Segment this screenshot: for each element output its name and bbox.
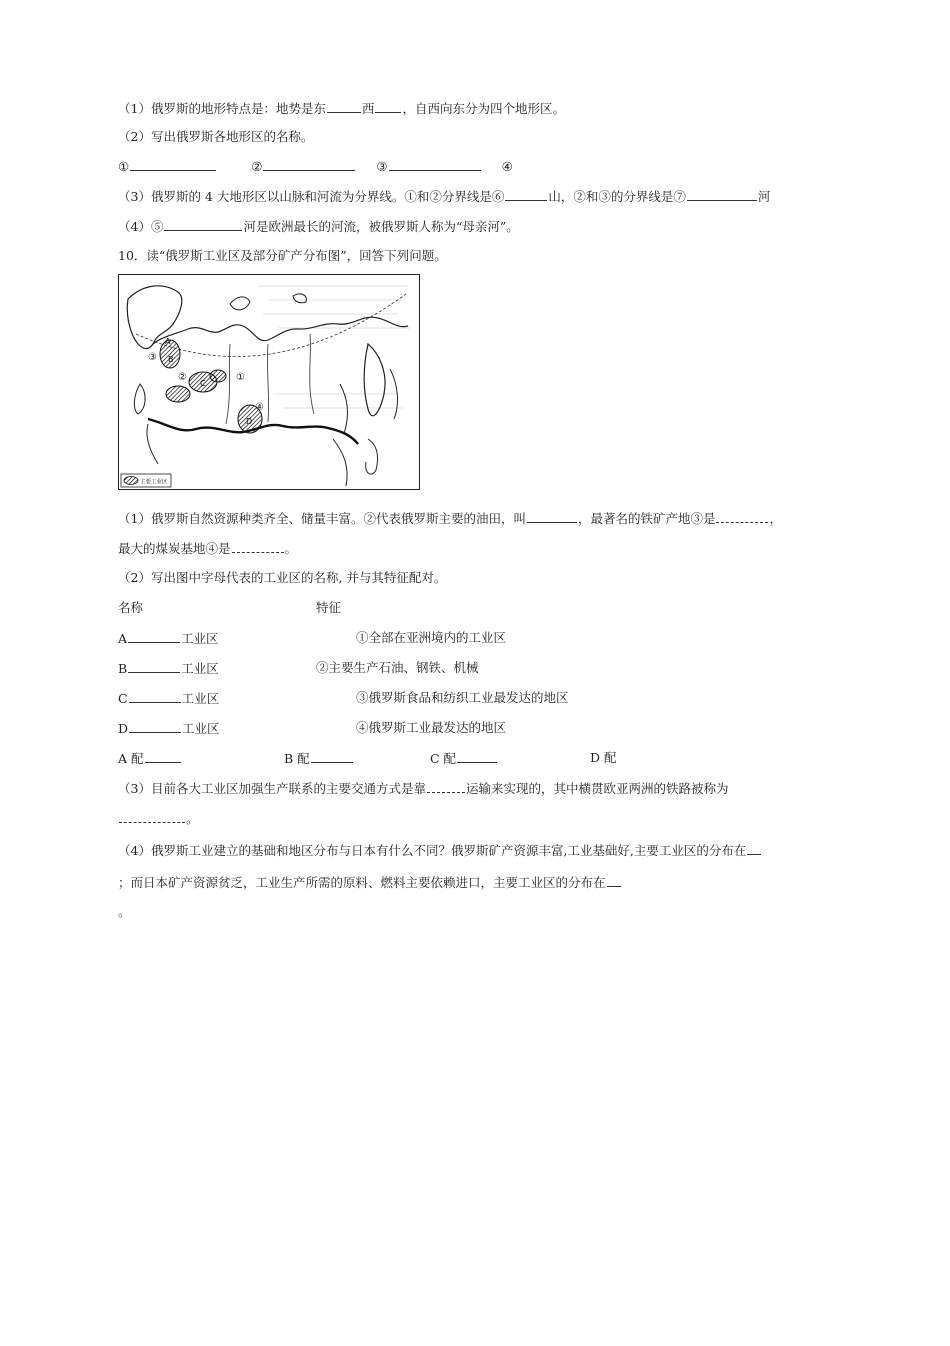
q1-part4-text-a: （4）⑤: [118, 219, 164, 234]
row-letter: B: [118, 661, 128, 676]
blank[interactable]: [311, 750, 353, 763]
blank[interactable]: [747, 842, 761, 855]
q10-part2: （2）写出图中字母代表的工业区的名称, 并与其特征配对。: [118, 570, 447, 585]
match-label: A 配: [118, 751, 144, 766]
blank[interactable]: [119, 810, 185, 823]
blank[interactable]: [129, 720, 181, 733]
q10-part4-line3: [118, 904, 131, 920]
blank[interactable]: [687, 188, 757, 201]
q10-part4-line1: [118, 842, 762, 859]
q10-part1-text-a: （1）俄罗斯自然资源种类齐全、储量丰富。②代表俄罗斯主要的油田，叫: [118, 511, 526, 526]
map-label-1: ①: [236, 372, 245, 383]
row-b-feature: ②主要生产石油、钢铁、机械: [316, 660, 479, 675]
q1-part1-text-a: （1）俄罗斯的地形特点是：地势是东: [118, 101, 326, 116]
q1-part4-text-b: 河是欧洲最长的河流，被俄罗斯人称为“母亲河”。: [243, 219, 519, 234]
q10-part1-line2: [118, 540, 297, 557]
q10-part3-text-a: （3）目前各大工业区加强生产联系的主要交通方式是靠: [118, 781, 426, 796]
q1-part3-text-a: （3）俄罗斯的 4 大地形区以山脉和河流为分界线。①和②分界线是⑥: [118, 189, 505, 204]
q1-part1-text-b: 西: [361, 101, 375, 116]
table-header-feature: 特征: [316, 600, 342, 615]
q10-part4-line2: [118, 874, 622, 891]
map-label-a: A: [165, 337, 171, 346]
item-2-label: ②: [251, 159, 263, 174]
blank[interactable]: [164, 218, 242, 231]
row-suffix: 工业区: [182, 721, 220, 736]
map-label-b: B: [168, 355, 174, 364]
table-header-name: 名称: [118, 600, 144, 615]
item-4-label: ④: [501, 159, 513, 174]
map-label-2: ②: [178, 372, 187, 383]
blank[interactable]: [427, 780, 465, 793]
blank[interactable]: [145, 750, 181, 763]
blank[interactable]: [505, 188, 547, 201]
match-label: C 配: [430, 751, 457, 766]
blank[interactable]: [389, 158, 481, 171]
row-d-feature: ④俄罗斯工业最发达的地区: [356, 720, 507, 735]
russia-map: [118, 274, 420, 490]
blank[interactable]: [129, 690, 181, 703]
match-b: [284, 750, 354, 767]
row-suffix: 工业区: [181, 691, 220, 706]
russia-map-figure: [118, 274, 420, 490]
q1-part2-blanks: [118, 158, 513, 175]
q10-part3-line1: [118, 780, 728, 797]
match-d: [590, 750, 617, 766]
q10-part4-text-b: ；而日本矿产资源贫乏，工业生产所需的原料、燃料主要依赖进口，主要工业区的分布在: [118, 875, 606, 890]
map-label-3: ③: [148, 352, 157, 363]
blank[interactable]: [607, 874, 621, 887]
row-suffix: 工业区: [181, 631, 219, 646]
row-suffix: 工业区: [181, 661, 219, 676]
blank[interactable]: [527, 510, 577, 523]
blank[interactable]: [327, 100, 361, 113]
match-a: [118, 750, 182, 767]
match-c: [430, 750, 498, 767]
q10-part3-text-c: 。: [186, 811, 199, 826]
q10-part1-text-c: ，: [769, 511, 782, 526]
blank[interactable]: [232, 540, 284, 553]
q1-part4: [118, 218, 519, 235]
row-letter: D: [118, 721, 129, 736]
q10-title: 10．读“俄罗斯工业区及部分矿产分布图”，回答下列问题。: [118, 248, 447, 263]
q10-part1-text-e: 。: [284, 541, 298, 556]
q1-part3-text-b: 山，②和③的分界线是⑦: [548, 189, 686, 204]
q10-part1-text-d: 最大的煤炭基地④是: [118, 541, 231, 556]
legend-swatch: [124, 477, 138, 485]
legend-label: 主要工业区: [140, 479, 168, 486]
q10-part4-text-a: （4）俄罗斯工业建立的基础和地区分布与日本有什么不同？俄罗斯矿产资源丰富,工业基础好,主要工业区的分布在: [118, 843, 747, 858]
item-1-label: ①: [118, 159, 130, 174]
q1-part1: [118, 100, 565, 117]
row-a-name: [118, 630, 219, 647]
q1-part2: （2）写出俄罗斯各地形区的名称。: [118, 129, 314, 144]
q10-part3-line2: [118, 810, 199, 827]
row-a-feature: ①全部在亚洲境内的工业区: [356, 630, 507, 645]
blank[interactable]: [375, 100, 401, 113]
row-letter: A: [118, 631, 128, 646]
blank[interactable]: [128, 630, 180, 643]
blank[interactable]: [128, 660, 180, 673]
row-c-name: [118, 690, 219, 707]
row-c-feature: ③俄罗斯食品和纺织工业最发达的地区: [356, 690, 569, 705]
q1-part3-text-c: 河: [757, 189, 771, 204]
q10-part1-text-b: ，最著名的铁矿产地③是: [577, 511, 716, 526]
map-label-d: D: [246, 417, 253, 426]
row-b-name: [118, 660, 219, 677]
map-label-c: C: [200, 379, 206, 388]
q10-part1-line1: [118, 510, 782, 527]
item-3-label: ③: [376, 159, 388, 174]
q1-part3: [118, 188, 770, 205]
map-label-4: ④: [255, 402, 264, 413]
match-label: B 配: [284, 751, 310, 766]
blank[interactable]: [457, 750, 497, 763]
blank[interactable]: [263, 158, 355, 171]
q1-part1-text-c: ，自西向东分为四个地形区。: [402, 101, 565, 116]
row-letter: C: [118, 691, 128, 706]
row-d-name: [118, 720, 220, 737]
blank[interactable]: [716, 510, 768, 523]
q10-part4-text-c: 。: [118, 904, 131, 919]
blank[interactable]: [130, 158, 216, 171]
match-label: D 配: [590, 750, 617, 765]
q10-part3-text-b: 运输来实现的，其中横贯欧亚两洲的铁路被称为: [465, 781, 729, 796]
